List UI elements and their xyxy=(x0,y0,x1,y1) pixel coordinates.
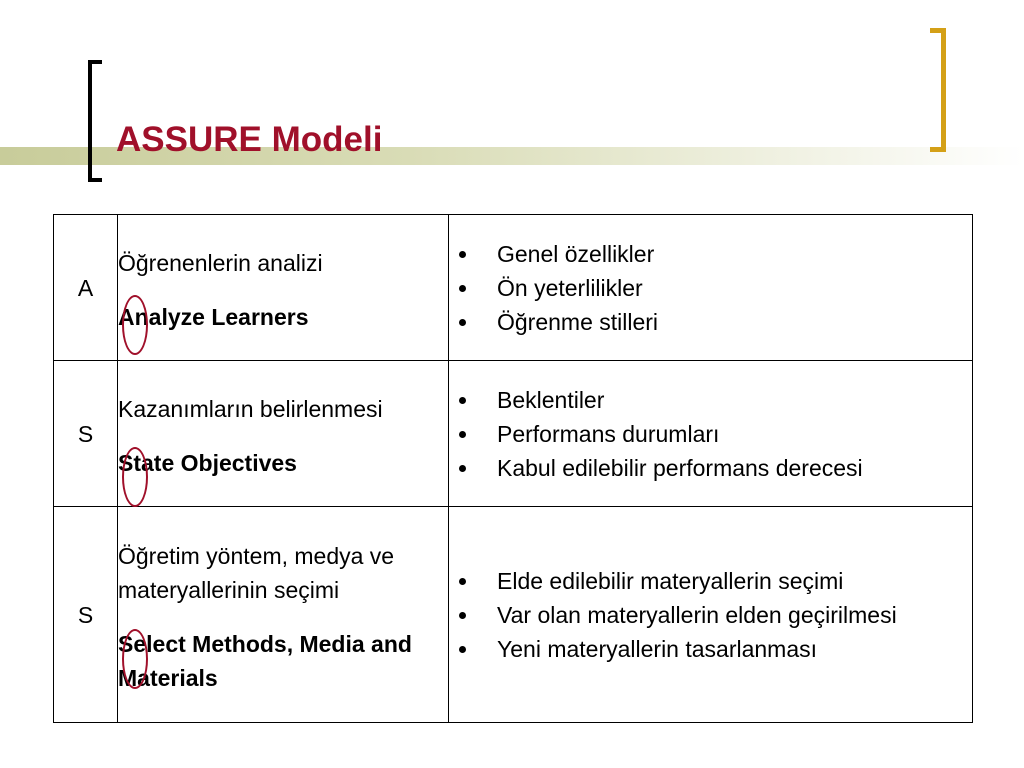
row-letter: S xyxy=(54,361,118,507)
left-bracket-decoration xyxy=(88,60,102,182)
list-item: Var olan materyallerin elden geçirilmesi xyxy=(449,598,972,632)
table-row xyxy=(54,507,973,723)
row-items xyxy=(449,361,973,507)
row-letter: A xyxy=(54,215,118,361)
assure-table xyxy=(53,214,973,723)
list-item: Performans durumları xyxy=(449,417,972,451)
letter-highlight-circle xyxy=(122,295,148,355)
row-description xyxy=(118,361,449,507)
list-item: Öğrenme stilleri xyxy=(449,305,972,339)
turkish-label: Kazanımların belirlenmesi xyxy=(118,395,383,422)
letter-highlight-circle xyxy=(122,629,148,689)
list-item: Beklentiler xyxy=(449,383,972,417)
row-description xyxy=(118,215,449,361)
right-bracket-decoration xyxy=(930,28,946,152)
list-item: Genel özellikler xyxy=(449,237,972,271)
row-items xyxy=(449,215,973,361)
list-item: Yeni materyallerin tasarlanması xyxy=(449,632,972,666)
english-label: Analyze Learners xyxy=(118,303,309,330)
table-row xyxy=(54,215,973,361)
slide-title: ASSURE Modeli xyxy=(116,120,383,159)
letter-highlight-circle xyxy=(122,447,148,507)
table-row xyxy=(54,361,973,507)
english-label: State Objectives xyxy=(118,449,297,476)
row-description xyxy=(118,507,449,723)
row-items xyxy=(449,507,973,723)
turkish-label: Öğrenenlerin analizi xyxy=(118,249,323,276)
list-item: Elde edilebilir materyallerin seçimi xyxy=(449,564,972,598)
list-item: Kabul edilebilir performans derecesi xyxy=(449,451,972,485)
row-letter: S xyxy=(54,507,118,723)
list-item: Ön yeterlilikler xyxy=(449,271,972,305)
english-label: Select Methods, Media and Materials xyxy=(118,630,412,691)
turkish-label: Öğretim yöntem, medya ve materyallerinin seçimi xyxy=(118,542,395,603)
